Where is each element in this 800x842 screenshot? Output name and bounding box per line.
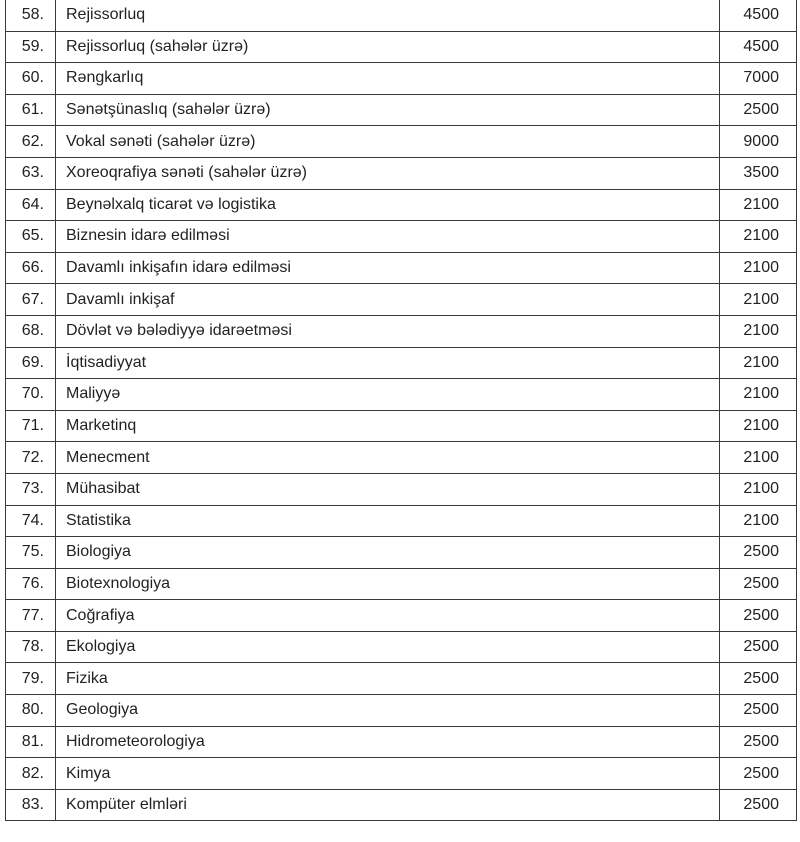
table-row <box>6 126 797 158</box>
table-row <box>6 789 797 821</box>
table-row <box>6 505 797 537</box>
specialty-name-cell: Kompüter elmləri <box>56 789 720 821</box>
table-row <box>6 221 797 253</box>
row-number-cell: 64. <box>6 189 56 221</box>
specialty-table <box>5 0 797 821</box>
row-number-cell: 83. <box>6 789 56 821</box>
row-number-cell: 67. <box>6 284 56 316</box>
value-cell: 2500 <box>720 695 797 727</box>
value-cell: 4500 <box>720 31 797 63</box>
row-number-cell: 70. <box>6 379 56 411</box>
specialty-name-cell: Rejissorluq <box>56 0 720 31</box>
table-row <box>6 189 797 221</box>
specialty-name-cell: Biotexnologiya <box>56 568 720 600</box>
row-number-cell: 60. <box>6 63 56 95</box>
specialty-name-cell: İqtisadiyyat <box>56 347 720 379</box>
value-cell: 2100 <box>720 189 797 221</box>
row-number-cell: 63. <box>6 157 56 189</box>
specialty-name-cell: Coğrafiya <box>56 600 720 632</box>
specialty-name-cell: Vokal sənəti (sahələr üzrə) <box>56 126 720 158</box>
row-number-cell: 81. <box>6 726 56 758</box>
table-row <box>6 410 797 442</box>
row-number-cell: 58. <box>6 0 56 31</box>
specialty-name-cell: Biznesin idarə edilməsi <box>56 221 720 253</box>
table-row <box>6 442 797 474</box>
value-cell: 2500 <box>720 94 797 126</box>
value-cell: 2500 <box>720 568 797 600</box>
table-row <box>6 252 797 284</box>
table-row <box>6 631 797 663</box>
specialty-name-cell: Menecment <box>56 442 720 474</box>
table-row <box>6 695 797 727</box>
table-row <box>6 568 797 600</box>
value-cell: 2100 <box>720 410 797 442</box>
value-cell: 2100 <box>720 473 797 505</box>
table-row <box>6 63 797 95</box>
row-number-cell: 80. <box>6 695 56 727</box>
value-cell: 2500 <box>720 600 797 632</box>
specialty-name-cell: Statistika <box>56 505 720 537</box>
row-number-cell: 72. <box>6 442 56 474</box>
row-number-cell: 77. <box>6 600 56 632</box>
value-cell: 2100 <box>720 442 797 474</box>
value-cell: 7000 <box>720 63 797 95</box>
row-number-cell: 68. <box>6 315 56 347</box>
row-number-cell: 82. <box>6 758 56 790</box>
value-cell: 3500 <box>720 157 797 189</box>
value-cell: 2100 <box>720 315 797 347</box>
specialty-name-cell: Davamlı inkişafın idarə edilməsi <box>56 252 720 284</box>
specialty-name-cell: Maliyyə <box>56 379 720 411</box>
value-cell: 2100 <box>720 347 797 379</box>
table-row <box>6 315 797 347</box>
row-number-cell: 73. <box>6 473 56 505</box>
value-cell: 2500 <box>720 726 797 758</box>
row-number-cell: 74. <box>6 505 56 537</box>
row-number-cell: 61. <box>6 94 56 126</box>
specialty-name-cell: Davamlı inkişaf <box>56 284 720 316</box>
table-row <box>6 726 797 758</box>
row-number-cell: 59. <box>6 31 56 63</box>
table-row <box>6 663 797 695</box>
specialty-name-cell: Rəngkarlıq <box>56 63 720 95</box>
specialty-name-cell: Kimya <box>56 758 720 790</box>
specialty-name-cell: Mühasibat <box>56 473 720 505</box>
specialty-name-cell: Ekologiya <box>56 631 720 663</box>
row-number-cell: 76. <box>6 568 56 600</box>
row-number-cell: 79. <box>6 663 56 695</box>
value-cell: 2500 <box>720 758 797 790</box>
table-row <box>6 0 797 31</box>
table-row <box>6 157 797 189</box>
specialty-name-cell: Geologiya <box>56 695 720 727</box>
row-number-cell: 65. <box>6 221 56 253</box>
table-row <box>6 473 797 505</box>
table-row <box>6 284 797 316</box>
value-cell: 2500 <box>720 789 797 821</box>
table-row <box>6 347 797 379</box>
row-number-cell: 71. <box>6 410 56 442</box>
table-row <box>6 758 797 790</box>
row-number-cell: 62. <box>6 126 56 158</box>
value-cell: 9000 <box>720 126 797 158</box>
value-cell: 2100 <box>720 284 797 316</box>
value-cell: 2100 <box>720 221 797 253</box>
table-row <box>6 537 797 569</box>
table-row <box>6 379 797 411</box>
specialty-name-cell: Dövlət və bələdiyyə idarəetməsi <box>56 315 720 347</box>
value-cell: 4500 <box>720 0 797 31</box>
value-cell: 2100 <box>720 252 797 284</box>
specialty-name-cell: Sənətşünaslıq (sahələr üzrə) <box>56 94 720 126</box>
specialty-name-cell: Beynəlxalq ticarət və logistika <box>56 189 720 221</box>
value-cell: 2500 <box>720 663 797 695</box>
row-number-cell: 66. <box>6 252 56 284</box>
table-row <box>6 31 797 63</box>
specialty-name-cell: Marketinq <box>56 410 720 442</box>
row-number-cell: 69. <box>6 347 56 379</box>
table-row <box>6 94 797 126</box>
value-cell: 2100 <box>720 505 797 537</box>
specialty-table-body <box>6 0 797 821</box>
row-number-cell: 75. <box>6 537 56 569</box>
table-row <box>6 600 797 632</box>
specialty-name-cell: Rejissorluq (sahələr üzrə) <box>56 31 720 63</box>
specialty-name-cell: Fizika <box>56 663 720 695</box>
specialty-name-cell: Hidrometeorologiya <box>56 726 720 758</box>
specialty-name-cell: Xoreoqrafiya sənəti (sahələr üzrə) <box>56 157 720 189</box>
value-cell: 2100 <box>720 379 797 411</box>
value-cell: 2500 <box>720 631 797 663</box>
row-number-cell: 78. <box>6 631 56 663</box>
specialty-name-cell: Biologiya <box>56 537 720 569</box>
value-cell: 2500 <box>720 537 797 569</box>
